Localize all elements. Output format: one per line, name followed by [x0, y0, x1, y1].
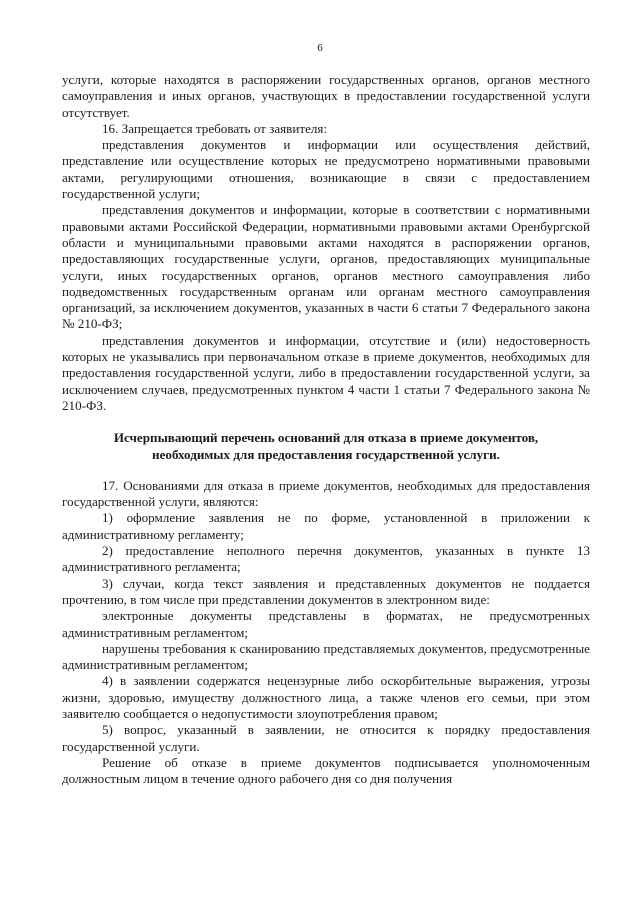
section-heading	[62, 430, 590, 463]
list-item-2: 2) предоставление неполного перечня документов, указанных в пункте 13 административного регламента;	[62, 543, 590, 575]
list-item-3-sub-1: электронные документы представлены в форматах, не предусмотренных административным регламентом;	[62, 608, 590, 640]
page-number: 6	[317, 42, 323, 54]
document-body	[62, 72, 590, 787]
list-item-3-sub-2: нарушены требования к сканированию представляемых документов, предусмотренные административным регламентом;	[62, 640, 590, 673]
section-heading-line-1: Исчерпывающий перечень оснований для отказа в приеме документов,	[113, 430, 539, 446]
paragraph-16-title: 16. Запрещается требовать от заявителя:	[102, 120, 328, 136]
paragraph-refusal-decision: Решение об отказе в приеме документов подписывается уполномоченным должностным лицом в течение одного рабочего дня со дня получения	[62, 754, 590, 787]
paragraph-intro-continuation: услуги, которые находятся в распоряжении государственных органов, органов местного самоуправления и иных органов, участвующих в предоставлении государственной услуги отсутствует.	[62, 72, 590, 120]
paragraph-prohibition-2: представления документов и информации, которые в соответствии с нормативными правовыми актами Российской Федерации, нормативными правовыми актами Оренбургской области и муниципальными правовыми актами находятся в распоряжении органов, предоставляющих государственные услуги, органов, предоставляющих муниципальные услуги, иных государственных органов, органов местного самоуправления либо подведомственных государственным органам или органам местного самоуправления организаций, за исключением документов, указанных в части 6 статьи 7 Федерального закона № 210-ФЗ;	[62, 202, 590, 332]
list-item-3: 3) случаи, когда текст заявления и представленных документов не поддается прочтению, в том числе при представлении документов в электронном виде:	[62, 575, 590, 607]
section-heading-line-2: необходимых для предоставления государственной услуги.	[152, 446, 500, 462]
paragraph-17-title: 17. Основаниями для отказа в приеме документов, необходимых для предоставления государственной услуги, являются:	[62, 477, 590, 510]
list-item-1: 1) оформление заявления не по форме, установленной в приложении к административному регламенту;	[62, 510, 590, 542]
paragraph-prohibition-3: представления документов и информации, отсутствие и (или) недостоверность которых не указывались при первоначальном отказе в приеме документов, необходимых для предоставления государственной услуги, либо в предоставлении государственной услуги, за исключением случаев, предусмотренных пунктом 4 части 1 статьи 7 Федерального закона № 210-ФЗ.	[62, 332, 590, 413]
paragraph-prohibition-1: представления документов и информации или осуществления действий, представление или осуществление которых не предусмотрено нормативными правовыми актами, регулирующими отношения, возникающие в связи с предоставлением государственной услуги;	[62, 137, 590, 202]
list-item-5: 5) вопрос, указанный в заявлении, не относится к порядку предоставления государственной услуги.	[62, 722, 590, 754]
list-item-4: 4) в заявлении содержатся нецензурные либо оскорбительные выражения, угрозы жизни, здоровью, имуществу должностного лица, а также членов его семьи, при этом заявителю сообщается о недопустимости злоупотребления правом;	[62, 673, 590, 721]
